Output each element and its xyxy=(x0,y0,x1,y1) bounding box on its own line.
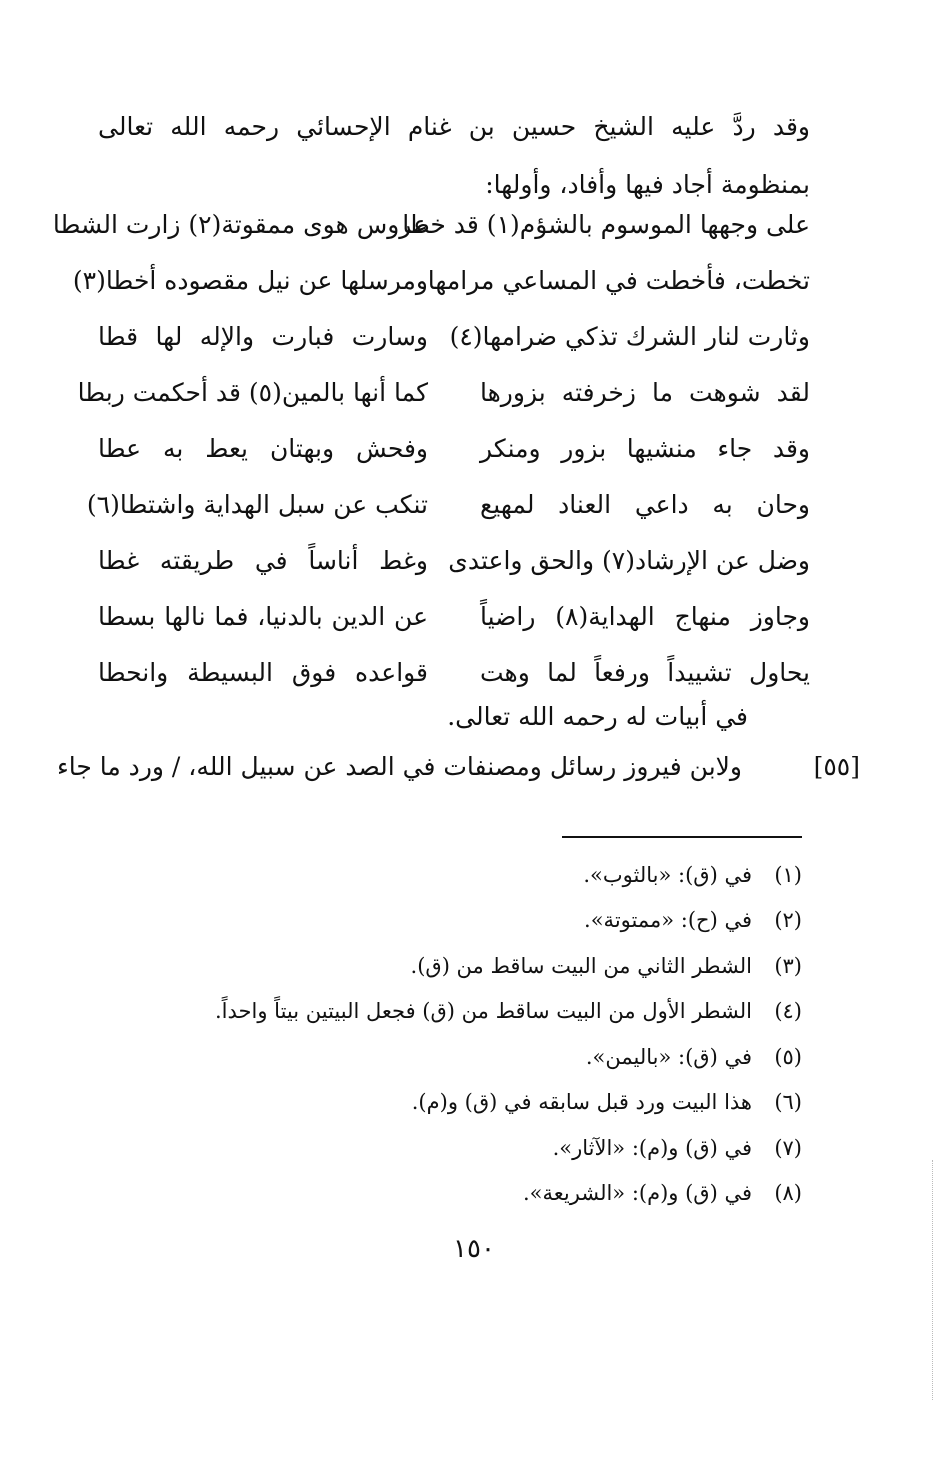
footnote xyxy=(215,1171,802,1217)
footnote-text: في (ق) و(م): «الشريعة». xyxy=(522,1181,752,1206)
footnote-number: (٧) xyxy=(774,1135,802,1160)
verse-second-hemistich: قواعده فوق البسيطة وانحطا xyxy=(98,657,428,687)
footnote xyxy=(215,1080,802,1126)
verse-second-hemistich: تنكب عن سبل الهداية واشتطا(٦) xyxy=(86,489,428,519)
poem-verse xyxy=(86,476,810,532)
verse-second-hemistich: وغط أناساً في طريقته غطا xyxy=(98,545,428,575)
verse-first-hemistich: وجاوز منهاج الهداية(٨) راضياً xyxy=(480,601,811,631)
footnote-text: هذا البيت ورد قبل سابقه في (ق) و(م). xyxy=(411,1090,752,1115)
footnote-text: في (ق): «بالثوب». xyxy=(583,862,752,887)
footnotes xyxy=(215,852,802,1216)
footnote-text: في (ق): «باليمن». xyxy=(585,1044,752,1069)
verse-second-hemistich: كما أنها بالمين(٥) قد أحكمت ربطا xyxy=(77,377,428,407)
footnote-separator xyxy=(562,836,802,838)
verse-second-hemistich: ومرسلها عن نيل مقصوده أخطا(٣) xyxy=(72,265,428,295)
footnote xyxy=(215,898,802,944)
footnote-number: (٣) xyxy=(774,953,802,978)
verse-first-hemistich: تخطت، فأخطت في المساعي مرامها xyxy=(427,265,810,295)
verse-second-hemistich: عن الدين بالدنيا، فما نالها بسطا xyxy=(98,601,428,631)
poem-verse xyxy=(98,420,810,476)
verse-first-hemistich: وحان به داعي العناد لمهيع xyxy=(480,489,810,519)
verse-first-hemistich: وثارت لنار الشرك تذكي ضرامها(٤) xyxy=(449,321,810,351)
verse-first-hemistich: وقد جاء منشيها بزور ومنكر xyxy=(480,433,810,463)
poem-verse xyxy=(98,532,810,588)
scan-edge-artifact xyxy=(932,1160,934,1400)
footnote-number: (١) xyxy=(774,862,802,887)
footnote-text: الشطر الأول من البيت ساقط من (ق) فجعل البيتين بيتاً واحداً. xyxy=(215,999,752,1024)
poem-verse xyxy=(77,364,810,420)
poem-verse xyxy=(72,252,810,308)
poem xyxy=(52,196,811,700)
footnote xyxy=(215,943,802,989)
continuation-line: ولابن فيروز رسائل ومصنفات في الصد عن سبيل الله، / ورد ما جاء xyxy=(56,752,742,781)
poem-verse xyxy=(98,588,810,644)
footnote-text: في (ق) و(م): «الآثار». xyxy=(552,1135,752,1160)
footnote-text: في (ح): «ممتوتة». xyxy=(584,908,752,933)
poem-verse xyxy=(98,644,810,700)
footnote xyxy=(215,1034,802,1080)
footnote-number: (٨) xyxy=(774,1181,802,1206)
verse-second-hemistich: وسارت فبارت والإله لها قطا xyxy=(98,321,428,351)
footnote-number: (٥) xyxy=(774,1044,802,1069)
poem-verse xyxy=(98,308,810,364)
footnote-text: الشطر الثاني من البيت ساقط من (ق). xyxy=(410,953,752,978)
poem-verse xyxy=(52,196,810,252)
verse-second-hemistich: عروس هوى ممقوتة(٢) زارت الشطا xyxy=(52,209,428,239)
footnote-number: (٦) xyxy=(774,1090,802,1115)
footnote xyxy=(215,1125,802,1171)
after-poem-line: في أبيات له رحمه الله تعالى. xyxy=(447,702,748,731)
footnote xyxy=(215,989,802,1035)
footnote xyxy=(215,852,802,898)
footnote-number: (٤) xyxy=(774,999,802,1024)
intro-line-2: بمنظومة أجاد فيها وأفاد، وأولها: xyxy=(485,170,810,199)
verse-second-hemistich: وفحش وبهتان يعط به عطا xyxy=(98,433,428,463)
verse-first-hemistich: على وجهها الموسوم بالشؤم(١) قد خطا xyxy=(402,209,810,239)
verse-first-hemistich: وضل عن الإرشاد(٧) والحق واعتدى xyxy=(448,545,810,575)
margin-page-reference: [٥٥] xyxy=(813,752,860,781)
footnote-number: (٢) xyxy=(774,908,802,933)
page-number: ١٥٠ xyxy=(453,1234,495,1264)
verse-first-hemistich: لقد شوهت ما زخرفته بزورها xyxy=(480,377,810,407)
intro-line-1: وقد ردَّ عليه الشيخ حسين بن غنام الإحسائي رحمه الله تعالى xyxy=(98,112,810,141)
verse-first-hemistich: يحاول تشييداً ورفعاً لما وهت xyxy=(480,657,810,687)
